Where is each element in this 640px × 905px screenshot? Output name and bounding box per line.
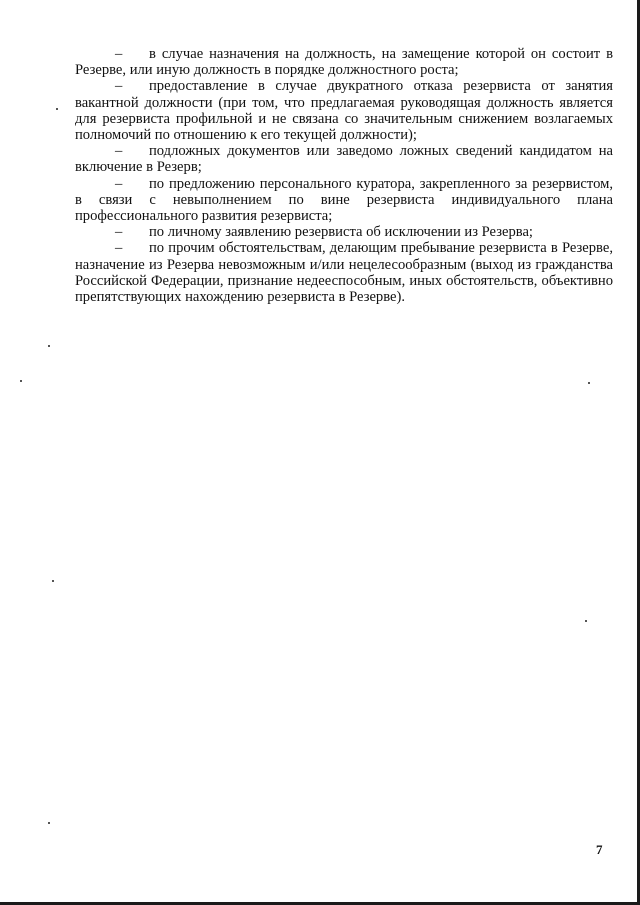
page-number: 7 [596, 842, 603, 857]
list-item-dash: – [115, 78, 123, 95]
list-item [75, 240, 613, 305]
list-item-text: по прочим обстоятельствам, делающим пребывание резервиста в Резерве, назначение из Резерва невозможным и/или нецелесообразным (выход из гражданства Российской Федерации, признание недееспособным, иных обстоятельств, объективно препятствующих нахождению резервиста в Резерве). [75, 240, 613, 306]
list-item-dash: – [115, 175, 123, 192]
scan-speck [52, 580, 54, 582]
scan-speck [20, 380, 22, 382]
list-item-text: в случае назначения на должность, на замещение которой он состоит в Резерве, или иную должность в порядке должностного роста; [75, 46, 613, 79]
document-body [75, 46, 613, 305]
list-item [75, 46, 613, 78]
list-item-text: подложных документов или заведомо ложных сведений кандидатом на включение в Резерв; [75, 143, 613, 176]
scan-speck [588, 382, 590, 384]
list-item-dash: – [115, 224, 123, 241]
scan-speck [48, 345, 50, 347]
list-item-text: по предложению персонального куратора, закрепленного за резервистом, в связи с невыполнением по вине резервиста индивидуального плана профессионального развития резервиста; [75, 175, 613, 225]
list-item-text: предоставление в случае двукратного отказа резервиста от занятия вакантной должности (при том, что предлагаемая руководящая должность является для резервиста профильной и не связана со значительным снижением возлагаемых полномочий по отношению к его текущей должности); [75, 78, 613, 144]
list-item [75, 143, 613, 175]
list-item [75, 224, 613, 240]
list-item-dash: – [115, 143, 123, 160]
scan-speck [585, 620, 587, 622]
scan-speck [56, 108, 58, 110]
list-item-dash: – [115, 240, 123, 257]
list-item [75, 176, 613, 225]
list-item [75, 78, 613, 143]
scan-speck [48, 822, 50, 824]
list-item-text: по личному заявлению резервиста об исключении из Резерва; [149, 224, 533, 241]
list-item-dash: – [115, 46, 123, 62]
